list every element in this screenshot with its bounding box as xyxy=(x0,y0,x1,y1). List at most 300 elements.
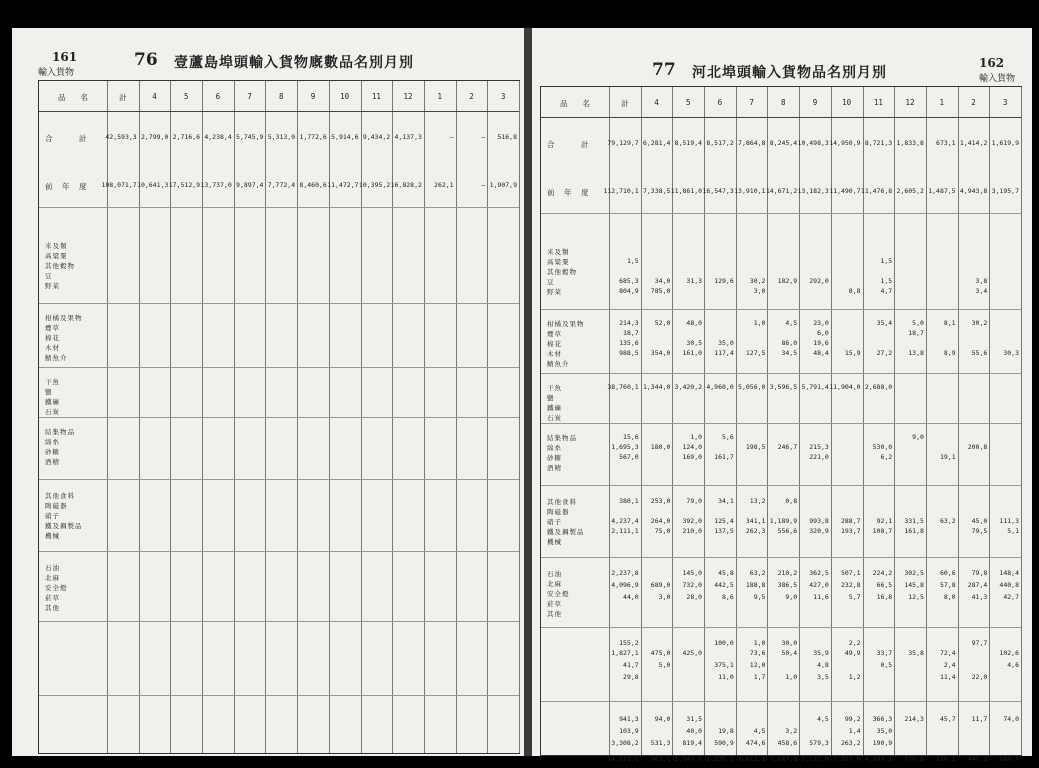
data-cell: 427,0 xyxy=(809,581,829,589)
data-cell: 210,2 xyxy=(777,569,798,577)
data-cell: 1,132,8 xyxy=(801,755,829,763)
table-number: 76 xyxy=(134,50,158,70)
item-label: 鐵及鋼製品 xyxy=(547,528,585,536)
header-rule xyxy=(39,111,519,112)
data-cell: 15,9 xyxy=(844,349,861,357)
data-cell: 7,772,4 xyxy=(267,181,296,189)
data-cell: 458,6 xyxy=(777,739,798,747)
data-cell: 35,0 xyxy=(876,727,893,735)
column-header: 9 xyxy=(812,98,818,107)
data-cell: 262,3 xyxy=(745,527,766,535)
item-label: 結集物品 xyxy=(547,434,577,442)
data-cell: 10,498,3 xyxy=(797,139,829,147)
data-cell: 8,721,3 xyxy=(864,139,893,147)
data-cell: 17,512,9 xyxy=(168,181,201,189)
data-cell: 993,8 xyxy=(809,517,829,525)
data-cell: 18,7 xyxy=(623,329,639,337)
data-cell: 2,111,1 xyxy=(611,527,639,535)
data-cell: 161,8 xyxy=(904,527,924,535)
data-cell: 941,3 xyxy=(619,715,639,723)
data-cell: 45,0 xyxy=(971,517,988,525)
data-cell: 1,2 xyxy=(848,673,861,681)
item-label: 砂糖 xyxy=(547,454,562,462)
group-rule xyxy=(39,551,519,552)
data-cell: 13,737,0 xyxy=(200,181,232,189)
data-cell: 3,596,5 xyxy=(769,383,798,391)
item-label: 石炭 xyxy=(547,414,562,422)
column-header: 1 xyxy=(939,98,945,107)
data-cell: 366,3 xyxy=(872,715,893,723)
data-cell: 1,344,0 xyxy=(642,383,671,391)
data-cell: 11,490,7 xyxy=(829,187,861,195)
data-cell: 11,472,7 xyxy=(327,181,359,189)
column-header: 8 xyxy=(781,98,786,107)
data-cell: 31,3 xyxy=(686,277,703,285)
item-label: 豆 xyxy=(547,278,555,286)
column-header: 3 xyxy=(500,92,506,101)
data-cell: 161,0 xyxy=(682,349,703,357)
column-header: 8 xyxy=(279,92,284,101)
item-label: 酒精 xyxy=(45,458,60,466)
item-label: 菸草 xyxy=(547,600,562,608)
right-page xyxy=(532,28,1032,763)
item-label: 其他食料 xyxy=(547,498,577,506)
data-cell: 475,0 xyxy=(650,649,671,657)
column-header: 5 xyxy=(685,98,691,107)
data-cell: 3,2 xyxy=(785,727,798,735)
data-cell: 18,7 xyxy=(908,329,924,337)
item-label: 鹽 xyxy=(45,388,53,396)
data-cell: 1,357,6 xyxy=(833,755,861,763)
column-header: 6 xyxy=(215,92,221,101)
item-label: 陶磁器 xyxy=(45,502,68,510)
column-header: 11 xyxy=(873,98,883,107)
data-cell: 6,281,4 xyxy=(642,139,671,147)
data-cell: 8,0 xyxy=(943,593,956,601)
data-cell: 12,5 xyxy=(908,593,924,601)
data-cell: 117,4 xyxy=(714,349,734,357)
data-cell: 30,0 xyxy=(781,639,798,647)
data-cell: 11,476,8 xyxy=(860,187,893,195)
data-cell: 215,3 xyxy=(809,443,829,451)
data-cell: 1,414,2 xyxy=(959,139,988,147)
data-cell: 102,6 xyxy=(999,649,1019,657)
data-cell: 440,8 xyxy=(999,581,1019,589)
data-cell: 50,4 xyxy=(781,649,798,657)
data-cell: 42,593,3 xyxy=(105,133,137,141)
column-header: 5 xyxy=(183,92,189,101)
data-cell: 35,8 xyxy=(908,649,924,657)
data-cell: 135,6 xyxy=(619,339,639,347)
item-label: 野菜 xyxy=(45,282,60,290)
item-label: 鯖魚介 xyxy=(45,354,68,362)
data-cell: 4,943,8 xyxy=(959,187,988,195)
column-rule xyxy=(989,87,990,755)
data-cell: 57,8 xyxy=(939,581,956,589)
data-cell: 1,187,8 xyxy=(769,755,798,763)
data-cell: 14,671,2 xyxy=(765,187,798,195)
data-cell: 2,688,0 xyxy=(864,383,893,391)
data-cell: 63,2 xyxy=(939,517,956,525)
group-rule xyxy=(39,417,519,418)
page-subtitle: 輸入貨物 xyxy=(38,68,75,78)
data-cell: 579,3 xyxy=(809,739,829,747)
data-cell: 79,5 xyxy=(971,527,988,535)
data-cell: 44,0 xyxy=(623,593,639,601)
column-header: 4 xyxy=(152,92,157,101)
item-label: 北麻 xyxy=(547,580,562,588)
data-cell: 8,460,6 xyxy=(299,181,327,189)
item-label: 米及類 xyxy=(45,242,68,250)
data-cell: 1,4 xyxy=(848,727,861,735)
row-label: 合 計 xyxy=(45,134,88,143)
data-cell: 200,8 xyxy=(967,443,988,451)
item-label: 鐵礦 xyxy=(547,404,562,412)
data-cell: 5,0 xyxy=(658,661,671,669)
data-cell: 108,071,7 xyxy=(101,181,137,189)
data-cell: 246,7 xyxy=(777,443,798,451)
data-cell: 316,1 xyxy=(936,755,956,763)
item-label: 綿糸 xyxy=(547,444,562,452)
data-cell: 8,6 xyxy=(722,593,734,601)
data-cell: 148,4 xyxy=(999,569,1019,577)
data-cell: 11,0 xyxy=(718,673,734,681)
data-cell: 79,129,7 xyxy=(607,139,639,147)
column-header: 3 xyxy=(1002,98,1008,107)
column-header: 10 xyxy=(842,98,852,107)
data-cell: 224,2 xyxy=(872,569,893,577)
data-cell: 169,0 xyxy=(682,453,703,461)
column-rule xyxy=(894,87,895,755)
item-label: 其他穀物 xyxy=(45,262,75,270)
data-cell: 9,0 xyxy=(912,433,924,441)
data-cell: 48,4 xyxy=(813,349,829,357)
data-cell: 2,237,8 xyxy=(611,569,639,577)
data-cell: 111,3 xyxy=(999,517,1019,525)
data-cell: 10,395,2 xyxy=(358,181,391,189)
table-title: 壹蘆島埠頭輸入貨物廐數品名別月別 xyxy=(174,55,414,71)
data-cell: 288,7 xyxy=(840,517,861,525)
data-cell: 8,1 xyxy=(943,319,956,327)
column-header: 9 xyxy=(310,92,316,101)
data-cell: 13,910,1 xyxy=(734,187,766,195)
data-cell: 35,4 xyxy=(876,319,893,327)
item-label: 其他 xyxy=(45,604,60,612)
data-cell: 129,6 xyxy=(714,277,734,285)
data-cell: 13,182,3 xyxy=(797,187,829,195)
group-rule xyxy=(541,309,1021,310)
item-label: 北麻 xyxy=(45,574,60,582)
column-header: 7 xyxy=(749,98,754,107)
data-cell: 5,791,4 xyxy=(801,383,829,391)
data-cell: 221,0 xyxy=(809,453,829,461)
column-rule xyxy=(926,87,927,755)
item-label: 安全燈 xyxy=(547,590,570,598)
data-cell: 66,5 xyxy=(876,581,893,589)
data-cell: 660,7 xyxy=(999,755,1019,763)
data-cell: 2,4 xyxy=(943,661,956,669)
data-cell: 3,0 xyxy=(658,593,671,601)
column-header: 2 xyxy=(971,98,976,107)
data-cell: 4,096,9 xyxy=(611,581,639,589)
data-cell: — xyxy=(481,133,486,141)
data-cell: 112,710,1 xyxy=(603,187,639,195)
item-label: 煙草 xyxy=(45,324,60,332)
data-cell: 4,137,3 xyxy=(394,133,422,141)
item-label: 鐵礦 xyxy=(45,398,60,406)
data-cell: 30,2 xyxy=(971,319,988,327)
data-cell: 1,0 xyxy=(753,319,766,327)
data-cell: 375,1 xyxy=(714,661,734,669)
data-cell: 1,772,6 xyxy=(299,133,327,141)
item-label: 豆 xyxy=(45,272,53,280)
item-label: 煙草 xyxy=(547,330,562,338)
data-cell: 35,9 xyxy=(813,649,829,657)
data-cell: 7,338,5 xyxy=(642,187,671,195)
column-rule xyxy=(641,87,642,755)
data-cell: 392,0 xyxy=(682,517,703,525)
data-cell: 52,0 xyxy=(654,319,671,327)
data-cell: 689,0 xyxy=(650,581,671,589)
data-cell: 103,9 xyxy=(619,727,639,735)
data-cell: 31,5 xyxy=(686,715,703,723)
data-cell: 155,2 xyxy=(619,639,639,647)
data-cell: 127,5 xyxy=(745,349,766,357)
data-cell: 1,189,9 xyxy=(769,517,798,525)
data-cell: 19,6 xyxy=(813,339,829,347)
data-cell: 48,0 xyxy=(686,319,703,327)
data-cell: 1,345,0 xyxy=(674,755,703,763)
data-cell: 9,0 xyxy=(785,593,798,601)
data-cell: 33,7 xyxy=(876,649,893,657)
group-rule xyxy=(39,479,519,480)
column-header: 品 名 xyxy=(560,99,590,108)
data-cell: 9,897,4 xyxy=(236,181,264,189)
group-rule xyxy=(541,423,1021,424)
data-cell: 34,1 xyxy=(718,497,734,505)
data-cell: 8,519,4 xyxy=(674,139,703,147)
data-cell: 507,1 xyxy=(840,569,861,577)
data-cell: 11,904,0 xyxy=(829,383,861,391)
data-cell: 74,0 xyxy=(1003,715,1019,723)
data-cell: 341,1 xyxy=(745,517,766,525)
item-label: 柑橘及果物 xyxy=(547,320,585,328)
item-label: 木材 xyxy=(547,350,562,358)
data-cell: 331,5 xyxy=(904,517,924,525)
data-cell: 16,828,2 xyxy=(390,181,422,189)
data-cell: 1,487,5 xyxy=(928,187,956,195)
item-label: 棉花 xyxy=(45,334,60,342)
page-subtitle: 輸入貨物 xyxy=(979,74,1016,84)
data-cell: 3,8 xyxy=(975,277,988,285)
table-title: 河北埠頭輸入貨物品名別月別 xyxy=(692,65,887,81)
data-cell: 362,5 xyxy=(809,569,829,577)
data-cell: 145,8 xyxy=(904,581,924,589)
data-cell: 1,827,1 xyxy=(611,649,639,657)
row-label: 前 年 度 xyxy=(45,182,88,191)
data-cell: 99,2 xyxy=(844,715,861,723)
data-cell: 576,8 xyxy=(904,755,924,763)
data-cell: 11,6 xyxy=(813,593,829,601)
item-label: 鐵及鋼製品 xyxy=(45,522,83,530)
column-header: 1 xyxy=(437,92,443,101)
data-cell: 4,8 xyxy=(817,661,829,669)
data-cell: 79,0 xyxy=(686,497,703,505)
data-cell: 16,547,3 xyxy=(702,187,734,195)
data-cell: 1,619,9 xyxy=(991,139,1019,147)
item-label: 綿糸 xyxy=(45,438,60,446)
column-header: 計 xyxy=(119,93,127,102)
data-cell: 27,2 xyxy=(876,349,893,357)
data-cell: 2,2 xyxy=(848,639,861,647)
data-cell: 11,861,0 xyxy=(670,187,703,195)
data-cell: 11,4 xyxy=(939,673,956,681)
data-cell: 14,950,9 xyxy=(829,139,861,147)
data-cell: 190,9 xyxy=(872,739,893,747)
data-cell: 7,864,8 xyxy=(738,139,766,147)
data-cell: 988,5 xyxy=(619,349,639,357)
item-label: 木材 xyxy=(45,344,60,352)
data-cell: 320,9 xyxy=(809,527,829,535)
data-cell: 804,9 xyxy=(619,287,639,295)
data-cell: 97,7 xyxy=(971,639,988,647)
data-cell: 2,716,6 xyxy=(172,133,201,141)
item-label: 結集物品 xyxy=(45,428,75,436)
data-cell: 5,0 xyxy=(912,319,924,327)
data-table xyxy=(38,80,520,754)
item-label: 野菜 xyxy=(547,288,562,296)
item-label: 干魚 xyxy=(45,378,60,386)
column-rule xyxy=(1021,87,1022,755)
item-label: 硝子 xyxy=(547,518,562,526)
column-rule xyxy=(958,87,959,755)
data-cell: 5,313,0 xyxy=(267,133,296,141)
data-cell: 100,0 xyxy=(714,639,734,647)
data-cell: 516,8 xyxy=(497,133,517,141)
data-cell: 34,0 xyxy=(654,277,671,285)
data-cell: 188,8 xyxy=(745,581,766,589)
data-cell: 210,0 xyxy=(682,527,703,535)
data-cell: 214,3 xyxy=(904,715,924,723)
data-cell: 41,7 xyxy=(623,661,639,669)
data-cell: 4,7 xyxy=(880,287,893,295)
data-cell: 125,4 xyxy=(714,517,734,525)
data-cell: 15,6 xyxy=(623,433,639,441)
data-cell: 590,9 xyxy=(714,739,734,747)
item-label: 米及類 xyxy=(547,248,570,256)
data-cell: 4,5 xyxy=(785,319,798,327)
table-number: 77 xyxy=(652,60,676,80)
group-rule xyxy=(39,621,519,622)
group-rule xyxy=(541,701,1021,702)
data-cell: 5,1 xyxy=(1007,527,1019,535)
data-cell: 10,641,3 xyxy=(137,181,169,189)
data-cell: 193,7 xyxy=(840,527,861,535)
column-header: 12 xyxy=(403,92,413,101)
data-cell: 8,517,2 xyxy=(706,139,734,147)
data-cell: 287,4 xyxy=(967,581,988,589)
page-number: 162 xyxy=(979,56,1005,70)
item-label: 其他 xyxy=(547,610,562,618)
item-label: 菸草 xyxy=(45,594,60,602)
data-cell: 11,7 xyxy=(971,715,988,723)
data-cell: 45,7 xyxy=(939,715,956,723)
item-label: 機械 xyxy=(45,532,60,540)
data-cell: 22,0 xyxy=(971,673,988,681)
data-cell: 4,237,4 xyxy=(611,517,639,525)
data-cell: 530,0 xyxy=(872,443,893,451)
data-cell: — xyxy=(449,133,454,141)
data-cell: 2,605,2 xyxy=(896,187,924,195)
data-cell: 531,3 xyxy=(650,739,671,747)
data-cell: 5,745,9 xyxy=(236,133,264,141)
data-cell: — xyxy=(481,181,486,189)
book-gutter xyxy=(524,28,532,756)
data-cell: 29,8 xyxy=(623,673,639,681)
data-cell: 40,0 xyxy=(686,727,703,735)
data-cell: 3,195,7 xyxy=(991,187,1019,195)
column-header: 計 xyxy=(621,99,629,108)
data-cell: 673,1 xyxy=(936,139,956,147)
data-cell: 380,1 xyxy=(619,497,639,505)
data-cell: 49,9 xyxy=(844,649,861,657)
group-rule xyxy=(39,303,519,304)
data-cell: 0,5 xyxy=(880,661,893,669)
data-cell: 73,6 xyxy=(749,649,766,657)
data-cell: 38,760,1 xyxy=(607,383,639,391)
data-cell: 60,6 xyxy=(939,569,956,577)
data-cell: 1,5 xyxy=(880,277,893,285)
data-cell: 6,2 xyxy=(880,453,893,461)
data-cell: 9,5 xyxy=(753,593,766,601)
header-rule xyxy=(541,117,1021,118)
data-cell: 1,695,3 xyxy=(611,443,639,451)
column-header: 11 xyxy=(371,92,381,101)
data-cell: 4,6 xyxy=(1007,661,1019,669)
data-cell: 442,5 xyxy=(714,581,734,589)
data-cell: 28,0 xyxy=(686,593,703,601)
data-cell: 1,5 xyxy=(626,257,639,265)
data-cell: 34,5 xyxy=(781,349,798,357)
column-header: 品 名 xyxy=(58,93,88,102)
data-cell: 445,1 xyxy=(967,755,988,763)
data-cell: 35,0 xyxy=(718,339,734,347)
group-rule xyxy=(39,207,519,208)
data-cell: 30,3 xyxy=(1003,349,1019,357)
data-cell: 41,3 xyxy=(971,593,988,601)
data-cell: 263,2 xyxy=(840,739,861,747)
data-cell: 3,0 xyxy=(753,287,766,295)
group-rule xyxy=(541,485,1021,486)
column-header: 2 xyxy=(469,92,474,101)
data-cell: 30,2 xyxy=(749,277,766,285)
item-label: 石炭 xyxy=(45,408,60,416)
data-cell: 685,3 xyxy=(619,277,639,285)
data-cell: 5,056,0 xyxy=(738,383,766,391)
data-cell: 1,0 xyxy=(690,433,703,441)
data-cell: 180,0 xyxy=(650,443,671,451)
row-label: 合 計 xyxy=(547,140,590,149)
data-cell: 1,013,1 xyxy=(738,755,766,763)
data-cell: 1,0 xyxy=(753,639,766,647)
data-cell: 354,0 xyxy=(650,349,671,357)
item-label: 柑橘及果物 xyxy=(45,314,83,322)
column-rule xyxy=(519,81,520,753)
column-header: 12 xyxy=(905,98,915,107)
item-label: 石油 xyxy=(45,564,60,572)
data-cell: 30,5 xyxy=(686,339,703,347)
item-label: 安全燈 xyxy=(45,584,68,592)
